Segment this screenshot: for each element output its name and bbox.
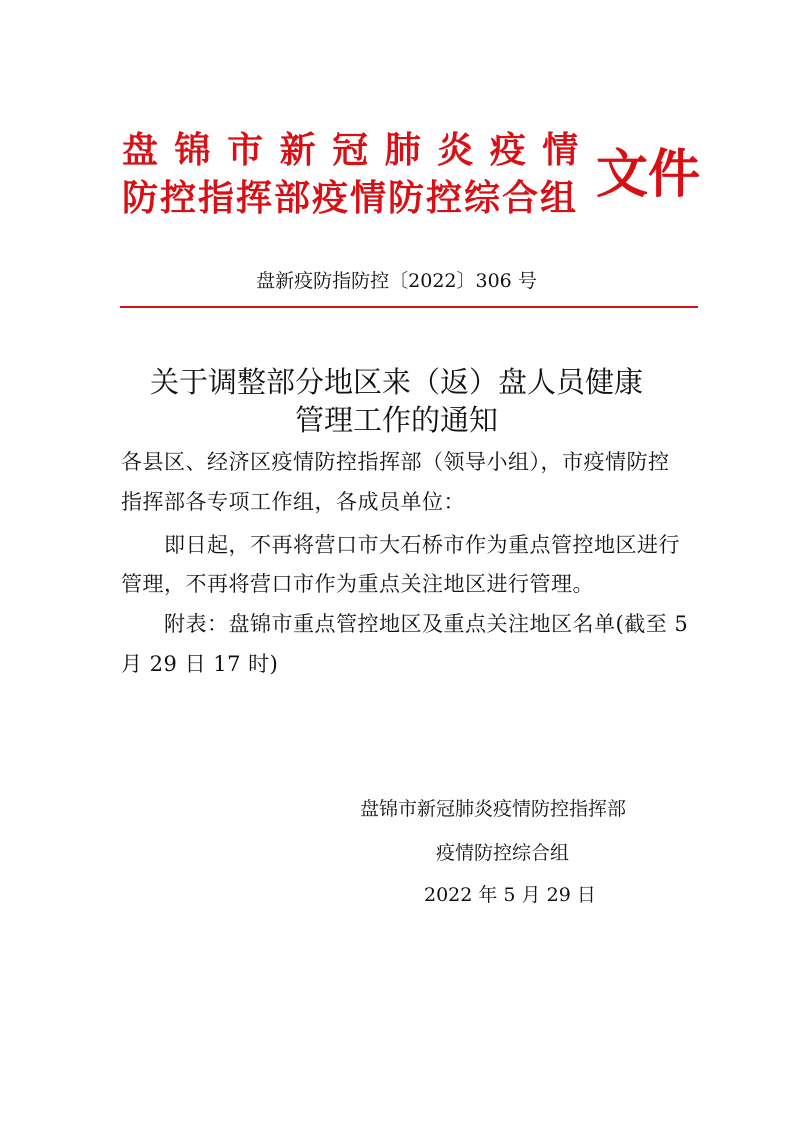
body-paragraph-line-2: 管理，不再将营口市作为重点关注地区进行管理。 (121, 572, 594, 596)
signature-org-line-1: 盘锦市新冠肺炎疫情防控指挥部 (360, 798, 627, 820)
signature-org-line-2: 疫情防控综合组 (436, 842, 570, 864)
document-number: 盘新疫防指防控〔2022〕306 号 (256, 270, 537, 292)
attachment-line-1: 附表：盘锦市重点管控地区及重点关注地区名单(截至 5 (164, 612, 689, 636)
attachment-line-2: 月 29 日 17 时) (121, 652, 279, 676)
notice-title-line-1: 关于调整部分地区来（返）盘人员健康 (149, 365, 643, 399)
letterhead-line-1: 盘 锦 市 新 冠 肺 炎 疫 情 (122, 129, 581, 171)
red-divider (120, 306, 698, 308)
addressee-line-1: 各县区、经济区疫情防控指挥部（领导小组），市疫情防控 (121, 450, 670, 474)
notice-title-line-2: 管理工作的通知 (294, 403, 498, 437)
addressee-line-2: 指挥部各专项工作组，各成员单位： (121, 490, 465, 514)
letterhead-line-2: 防控指挥部疫情防控综合组 (122, 177, 579, 219)
letterhead-suffix: 文件 (596, 144, 701, 205)
signature-date: 2022 年 5 月 29 日 (424, 884, 596, 906)
body-paragraph-line-1: 即日起，不再将营口市大石桥市作为重点管控地区进行 (164, 533, 680, 557)
